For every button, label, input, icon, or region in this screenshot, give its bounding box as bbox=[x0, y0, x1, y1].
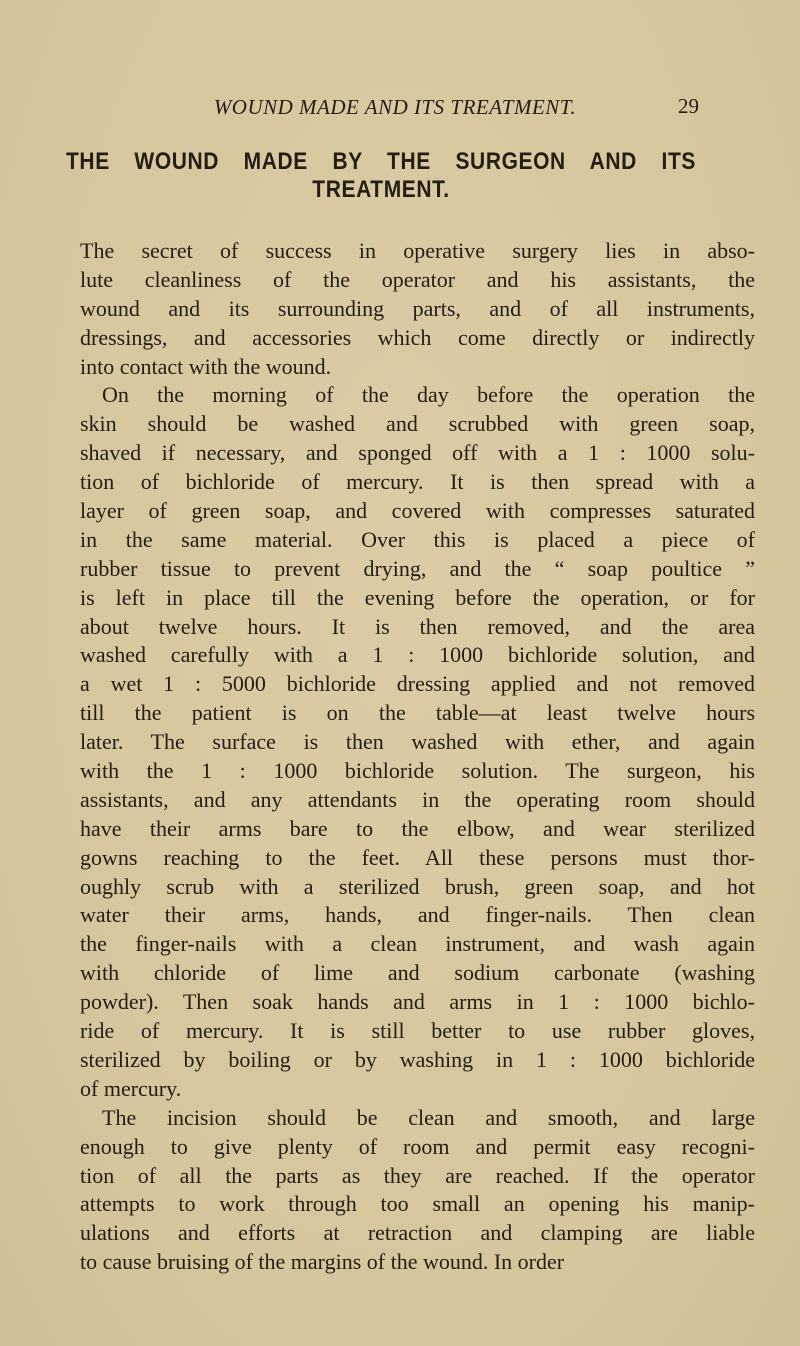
text-line: oughly scrub with a sterilized brush, green soap, and hot bbox=[80, 873, 755, 899]
text-line: of mercury. bbox=[80, 1075, 182, 1101]
text-line: later. The surface is then washed with ether, and again bbox=[80, 729, 755, 755]
chapter-title-line-2: TREATMENT. bbox=[312, 176, 450, 203]
text-line: layer of green soap, and covered with compresses saturated bbox=[80, 498, 755, 524]
running-header: WOUND MADE AND ITS TREATMENT. bbox=[213, 95, 577, 119]
body-text bbox=[80, 237, 755, 1277]
text-line: ride of mercury. It is still better to use rubber gloves, bbox=[80, 1018, 755, 1044]
text-line: tion of bichloride of mercury. It is then spread with a bbox=[80, 469, 755, 495]
text-line: washed carefully with a 1 : 1000 bichloride solution, and bbox=[80, 642, 755, 668]
text-line: lute cleanliness of the operator and his assistants, the bbox=[80, 266, 755, 292]
text-line: the finger-nails with a clean instrument, and wash again bbox=[80, 931, 755, 957]
text-line: sterilized by boiling or by washing in 1 : 1000 bichloride bbox=[80, 1046, 755, 1072]
text-line: assistants, and any attendants in the operating room should bbox=[80, 786, 755, 812]
text-line: have their arms bare to the elbow, and wear sterilized bbox=[80, 815, 755, 841]
text-line: rubber tissue to prevent drying, and the “ soap poultice ” bbox=[80, 555, 755, 581]
text-line: about twelve hours. It is then removed, and the area bbox=[80, 613, 755, 639]
text-line: On the morning of the day before the operation the bbox=[102, 382, 755, 408]
page-number: 29 bbox=[678, 94, 699, 118]
text-line: The secret of success in operative surgery lies in abso- bbox=[80, 238, 755, 263]
text-line: to cause bruising of the margins of the wound. In order bbox=[80, 1249, 565, 1275]
chapter-title-line-1: THE WOUND MADE BY THE SURGEON AND ITS bbox=[66, 148, 696, 175]
text-line: dressings, and accessories which come directly or indirectly bbox=[80, 324, 755, 350]
text-line: enough to give plenty of room and permit easy recogni- bbox=[80, 1133, 755, 1159]
text-line: with chloride of lime and sodium carbonate (washing bbox=[80, 960, 755, 986]
text-line: powder). Then soak hands and arms in 1 : 1000 bichlo- bbox=[80, 989, 755, 1015]
text-line: skin should be washed and scrubbed with green soap, bbox=[80, 411, 755, 437]
text-line: in the same material. Over this is placed a piece of bbox=[80, 526, 755, 552]
text-line: water their arms, hands, and finger-nails. Then clean bbox=[80, 902, 755, 928]
text-line: ulations and efforts at retraction and clamping are liable bbox=[80, 1220, 755, 1246]
text-line: attempts to work through too small an opening his manip- bbox=[80, 1191, 755, 1217]
text-line: wound and its surrounding parts, and of all instruments, bbox=[80, 295, 755, 321]
text-line: shaved if necessary, and sponged off with a 1 : 1000 solu- bbox=[80, 440, 755, 466]
text-line: is left in place till the evening before the operation, or for bbox=[80, 584, 755, 610]
text-line: a wet 1 : 5000 bichloride dressing applied and not removed bbox=[80, 671, 755, 697]
text-line: till the patient is on the table—at least twelve hours bbox=[80, 700, 755, 726]
text-line: into contact with the wound. bbox=[80, 353, 332, 379]
text-line: tion of all the parts as they are reached. If the operator bbox=[80, 1162, 755, 1188]
text-line: with the 1 : 1000 bichloride solution. The surgeon, his bbox=[80, 758, 755, 784]
text-line: gowns reaching to the feet. All these persons must thor- bbox=[80, 844, 755, 870]
text-line: The incision should be clean and smooth, and large bbox=[102, 1104, 755, 1130]
